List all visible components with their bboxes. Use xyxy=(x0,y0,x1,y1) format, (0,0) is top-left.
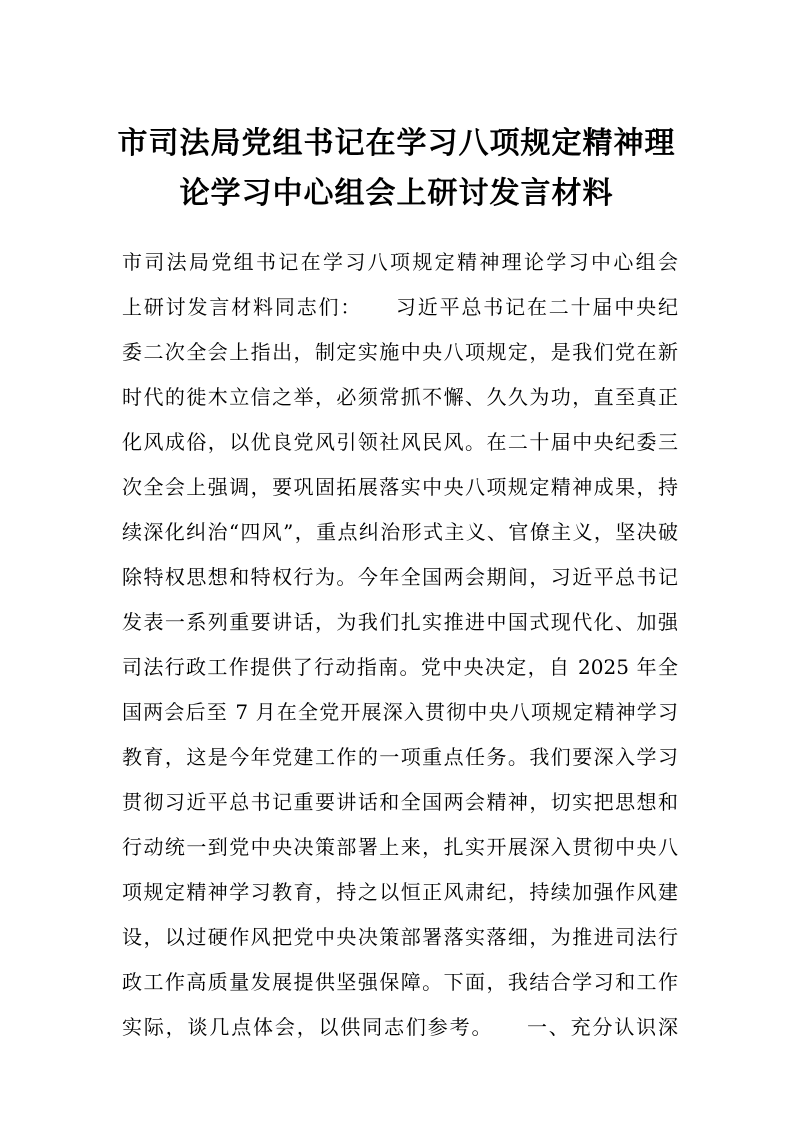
body-line: 发表一系列重要讲话，为我们扎实推进中国式现代化、加强 xyxy=(122,610,678,634)
body-line: 贯彻习近平总书记重要讲话和全国两会精神，切实把思想和 xyxy=(122,790,678,814)
body-line: 教育，这是今年党建工作的一项重点任务。我们要深入学习 xyxy=(122,745,678,769)
body-line: 实际，谈几点体会，以供同志们参考。 一、充分认识深 xyxy=(122,1015,678,1039)
body-line: 上研讨发言材料同志们： 习近平总书记在二十届中央纪 xyxy=(122,295,678,319)
body-line: 政工作高质量发展提供坚强保障。下面，我结合学习和工作 xyxy=(122,970,678,994)
body-line: 设，以过硬作风把党中央决策部署落实落细，为推进司法行 xyxy=(122,925,678,949)
body-line: 市司法局党组书记在学习八项规定精神理论学习中心组会 xyxy=(122,250,678,274)
body-line: 委二次全会上指出，制定实施中央八项规定，是我们党在新 xyxy=(122,340,678,364)
body-line: 次全会上强调，要巩固拓展落实中央八项规定精神成果，持 xyxy=(122,475,678,499)
document-body xyxy=(122,240,678,1050)
body-line: 司法行政工作提供了行动指南。党中央决定，自 2025 年全 xyxy=(122,655,678,679)
body-line: 行动统一到党中央决策部署上来，扎实开展深入贯彻中央八 xyxy=(122,835,678,859)
document-title-line-2: 论学习中心组会上研讨发言材料 xyxy=(179,176,614,211)
document-title-line-1: 市司法局党组书记在学习八项规定精神理 xyxy=(117,126,676,161)
body-line: 除特权思想和特权行为。今年全国两会期间，习近平总书记 xyxy=(122,565,678,589)
body-line: 时代的徙木立信之举，必须常抓不懈、久久为功，直至真正 xyxy=(122,385,678,409)
body-line: 续深化纠治“四风”，重点纠治形式主义、官僚主义，坚决破 xyxy=(122,520,678,544)
body-line: 化风成俗，以优良党风引领社风民风。在二十届中央纪委三 xyxy=(122,430,678,454)
body-line: 国两会后至 7 月在全党开展深入贯彻中央八项规定精神学习 xyxy=(122,700,678,724)
body-line: 项规定精神学习教育，持之以恒正风肃纪，持续加强作风建 xyxy=(122,880,678,904)
